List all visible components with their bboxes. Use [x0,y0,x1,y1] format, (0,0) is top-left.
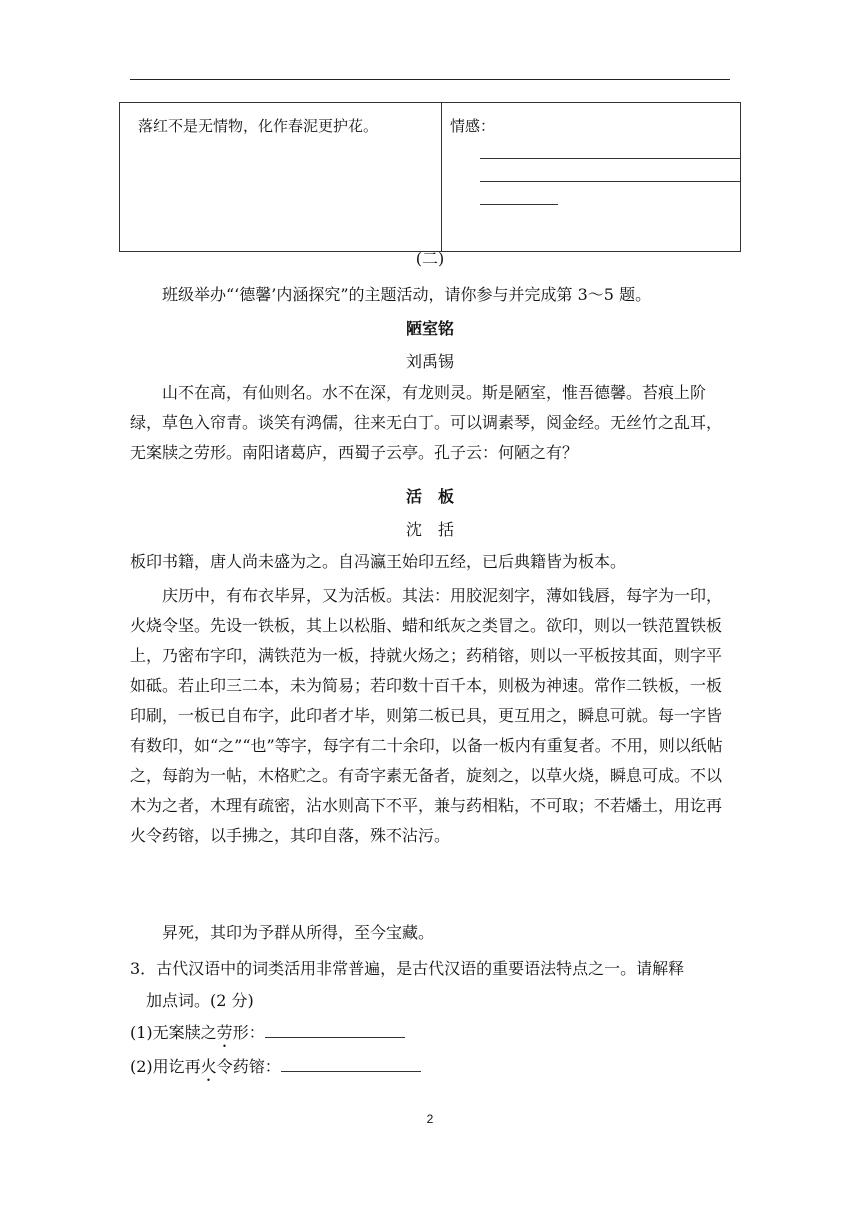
intro-text: 班级举办“‘德馨’内涵探究”的主题活动，请你参与并完成第 3～5 题。 [162,285,652,304]
answer-blank-line[interactable] [480,182,558,205]
question-3-line2: 加点词。(2 分) [146,991,254,1010]
answer-blank[interactable] [281,1053,421,1072]
question-3-item2: (2)用讫再火令药镕： [130,1051,732,1085]
poem2-author: 沈 括 [405,520,454,539]
dotted-word: 火 [200,1057,217,1076]
page-number: 2 [426,1112,434,1126]
dotted-word: 劳 [216,1023,233,1042]
poem1-author: 刘禹锡 [405,352,454,371]
question-3-item1: (1)无案牍之劳形： [130,1017,732,1051]
emotion-label: 情感： [450,117,496,135]
poem1-text: 山不在高，有仙则名。水不在深，有龙则灵。斯是陋室，惟吾德馨。苔痕上阶绿，草色入帘青。谈笑有鸿儒，往来无白丁。可以调素琴，阅金经。无丝竹之乱耳，无案牍之劳形。南阳诸葛庐，西蜀子云亭。孔子云：何陋之有？ [130,383,723,462]
answer-blank-line[interactable] [480,159,740,182]
emotion-cell [442,103,741,252]
answer-blank-line[interactable] [480,136,740,159]
answer-blank[interactable] [265,1019,405,1038]
answer-table [119,102,741,252]
question-3-line1: 3．古代汉语中的词类活用非常普遍，是古代汉语的重要语法特点之一。请解释 [130,959,685,978]
poem2-title: 活 板 [405,487,454,506]
poem2-para-2: 庆历中，有布衣毕昇，又为活板。其法：用胶泥刻字，薄如钱唇，每字为一印，火烧令坚。先设一铁板，其上以松脂、蜡和纸灰之类冒之。欲印，则以一铁范置铁板上，乃密布字印，满铁范为一板，持就火炀之；药稍镕，则以一平板按其面，则字平如砥。若止印三二本，未为简易；若印数十百千本，则极为神速。常作二铁板，一板印刷，一板已自布字，此印者才毕，则第二板已具，更互用之，瞬息可就。每一字皆有数印，如“之”“也”等字，每字有二十余印，以备一板内有重复者。不用，则以纸帖之，每韵为一帖，木格贮之。有奇字素无备者，旋刻之，以草火烧，瞬息可成。不以木为之者，木理有疏密，沾水则高下不平，兼与药相粘，不可取；不若燔土，用讫再火令药镕，以手拂之，其印自落，殊不沾污。 [130,586,723,845]
poem2-para-1: 板印书籍，唐人尚未盛为之。自冯瀛王始印五经，已后典籍皆为板本。 [130,552,627,571]
poem1-title: 陋室铭 [405,319,454,338]
poem2-para-3: 昇死，其印为予群从所得，至今宝藏。 [162,923,435,942]
poem-line-cell [120,103,442,252]
poem-line: 落红不是无情物，化作春泥更护花。 [138,117,379,135]
question-3 [130,953,732,1085]
section-label: (二) [415,249,445,268]
header-rule [130,79,730,80]
